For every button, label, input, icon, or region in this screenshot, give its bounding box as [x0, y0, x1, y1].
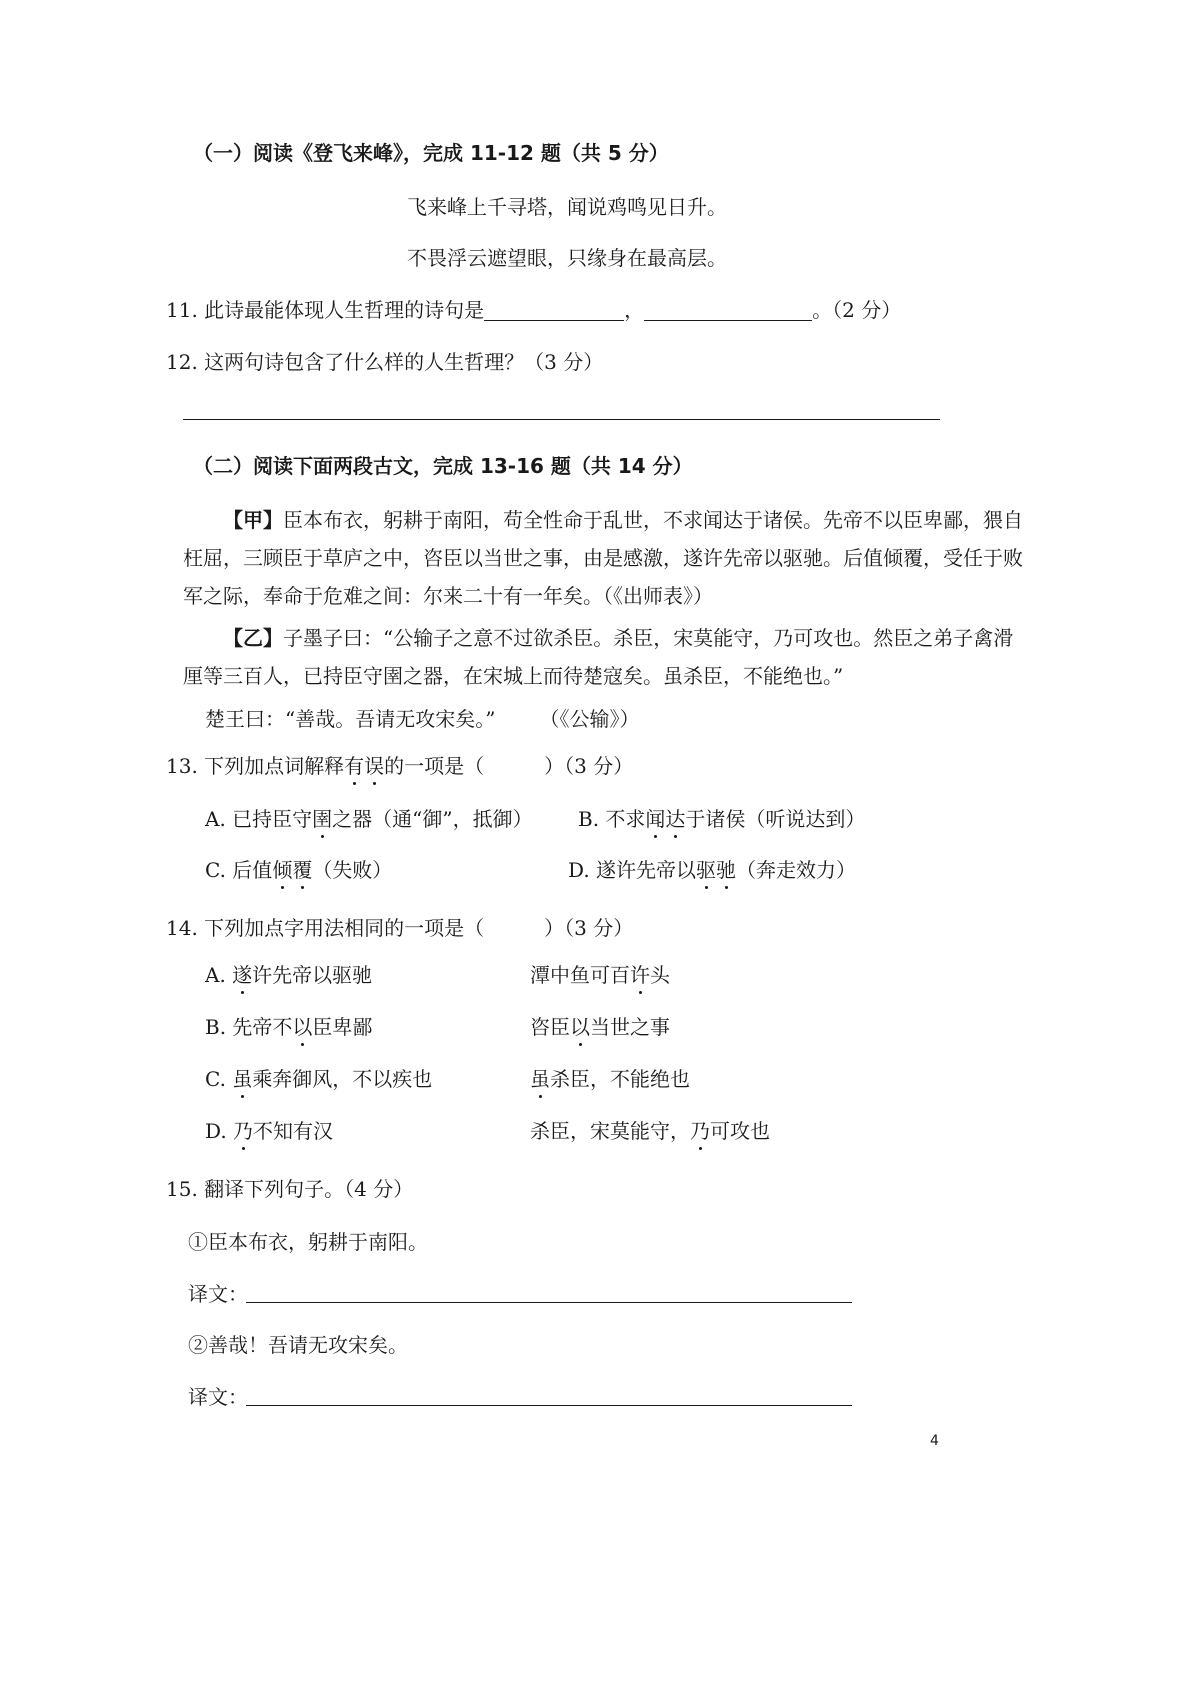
option-text: A. 已持臣守 — [205, 807, 313, 831]
option-text: D. 遂许先帝以 — [568, 858, 697, 882]
emphasis-char: 许 — [630, 963, 650, 987]
option-text: 乘奔御风，不以疾也 — [252, 1067, 433, 1091]
option-text: B. 先帝不 — [205, 1015, 293, 1039]
q14-option-d-left[interactable] — [205, 1117, 333, 1145]
q11-blank-2[interactable] — [644, 320, 812, 321]
option-text: C. 后值 — [205, 858, 273, 882]
emphasis-char: 虽 — [232, 1067, 253, 1091]
emphasis-char: 倾 — [272, 858, 293, 882]
option-text: （失败） — [312, 858, 393, 882]
question-12: 12. 这两句诗包含了什么样的人生哲理？（3 分） — [166, 350, 604, 374]
option-text: 臣卑鄙 — [312, 1015, 373, 1039]
option-text: 于诸侯（听说达到） — [685, 807, 866, 831]
passage-yi-source: （《公输》） — [539, 707, 640, 731]
emphasis-char: 遂 — [232, 963, 253, 987]
option-text: 杀臣，不能绝也 — [550, 1067, 690, 1091]
q13-stem-part: 13. 下列加点词解释 — [166, 754, 345, 778]
q15-sentence-2: ②善哉！吾请无攻宋矣。 — [188, 1333, 408, 1357]
q15-translation-label-1: 译文： — [188, 1282, 248, 1306]
emphasis-char: 圉 — [312, 807, 333, 831]
q11-suffix: 。（2 分） — [812, 298, 902, 322]
passage-yi — [183, 619, 1025, 695]
emphasis-char: 乃 — [233, 1119, 254, 1143]
q13-stem-part: ）（3 分） — [544, 754, 634, 778]
question-11 — [166, 296, 901, 324]
option-text: A. — [205, 963, 233, 987]
q14-option-b-right — [530, 1013, 670, 1041]
q14-option-b-left[interactable] — [205, 1013, 372, 1041]
option-text: 当世之事 — [590, 1015, 670, 1039]
question-15-stem: 15. 翻译下列句子。（4 分） — [166, 1177, 414, 1201]
option-text: 杀臣，宋莫能守， — [530, 1119, 690, 1143]
option-text: 不知有汉 — [253, 1119, 334, 1143]
q13-stem-part: 的一项是（ — [384, 754, 485, 778]
emphasis-char: 闻 — [645, 807, 666, 831]
emphasis-char: 以 — [292, 1015, 313, 1039]
emphasis-char: 覆 — [292, 858, 313, 882]
passage-jia-text: 臣本布衣，躬耕于南阳，苟全性命于乱世，不求闻达于诸侯。先帝不以臣卑鄙，猥自枉屈，三顾臣于草庐之中，咨臣以当世之事，由是感激，遂许先帝以驱驰。后值倾覆，受任于败军之际，奉命于危难之间：尔来二十有一年矣。（《出师表》） — [183, 508, 1023, 608]
emphasis-char: 乃 — [690, 1119, 710, 1143]
q13-option-b[interactable] — [578, 805, 865, 833]
emphasis-char: 达 — [665, 807, 686, 831]
q15-answer-line-1[interactable] — [246, 1302, 852, 1303]
option-text: 之器（通“御”，抵御） — [332, 807, 533, 831]
q14-option-a-left[interactable] — [205, 961, 372, 989]
emphasis-char: 误 — [364, 754, 385, 778]
poem-line-2: 不畏浮云遮望眼，只缘身在最高层。 — [407, 246, 727, 270]
passage-yi-text: 子墨子曰：“公输子之意不过欲杀臣。杀臣，宋莫能守，乃可攻也。然臣之弟子禽滑厘等三百人，已持臣守圉之器，在宋城上而待楚寇矣。虽杀臣，不能绝也。” — [183, 626, 1014, 688]
q15-translation-label-2: 译文： — [188, 1385, 248, 1409]
passage-yi-continued — [205, 705, 639, 733]
poem-line-1: 飞来峰上千寻塔，闻说鸡鸣见日升。 — [407, 195, 727, 219]
emphasis-char: 驰 — [716, 858, 737, 882]
question-13-stem — [166, 752, 633, 780]
passage-jia — [183, 501, 1025, 615]
passage-yi-cont-text: 楚王曰：“善哉。吾请无攻宋矣。” — [205, 707, 496, 731]
emphasis-char: 驱 — [696, 858, 717, 882]
option-text: 头 — [650, 963, 670, 987]
option-text: D. — [205, 1119, 234, 1143]
page-number: 4 — [930, 1433, 939, 1449]
option-text: 潭中鱼可百 — [530, 963, 630, 987]
emphasis-char: 有 — [344, 754, 365, 778]
passage-yi-tag: 【乙】 — [223, 626, 283, 650]
q11-separator: ， — [624, 298, 645, 322]
question-14-stem: 14. 下列加点字用法相同的一项是（ ）（3 分） — [166, 916, 634, 940]
option-text: （奔走效力） — [736, 858, 857, 882]
option-text: 咨臣 — [530, 1015, 570, 1039]
option-text: 许先帝以驱驰 — [252, 963, 373, 987]
option-text: 可攻也 — [710, 1119, 770, 1143]
q13-option-d[interactable] — [568, 856, 856, 884]
q13-option-c[interactable] — [205, 856, 392, 884]
q11-blank-1[interactable] — [484, 320, 624, 321]
q11-prefix: 11. 此诗最能体现人生哲理的诗句是 — [166, 298, 485, 322]
q14-option-c-left[interactable] — [205, 1065, 432, 1093]
q14-option-c-right — [530, 1065, 690, 1093]
q13-option-a[interactable] — [205, 805, 533, 833]
q15-answer-line-2[interactable] — [246, 1405, 852, 1406]
option-text: B. 不求 — [578, 807, 646, 831]
q14-option-d-right — [530, 1117, 770, 1145]
section1-heading: （一）阅读《登飞来峰》，完成 11-12 题（共 5 分） — [193, 141, 669, 165]
q15-sentence-1: ①臣本布衣，躬耕于南阳。 — [188, 1230, 428, 1254]
section2-heading: （二）阅读下面两段古文，完成 13-16 题（共 14 分） — [193, 454, 693, 478]
q12-answer-line[interactable] — [183, 419, 940, 420]
option-text: C. — [205, 1067, 233, 1091]
q14-option-a-right — [530, 961, 670, 989]
emphasis-char: 虽 — [530, 1067, 550, 1091]
passage-jia-tag: 【甲】 — [223, 508, 283, 532]
emphasis-char: 以 — [570, 1015, 590, 1039]
